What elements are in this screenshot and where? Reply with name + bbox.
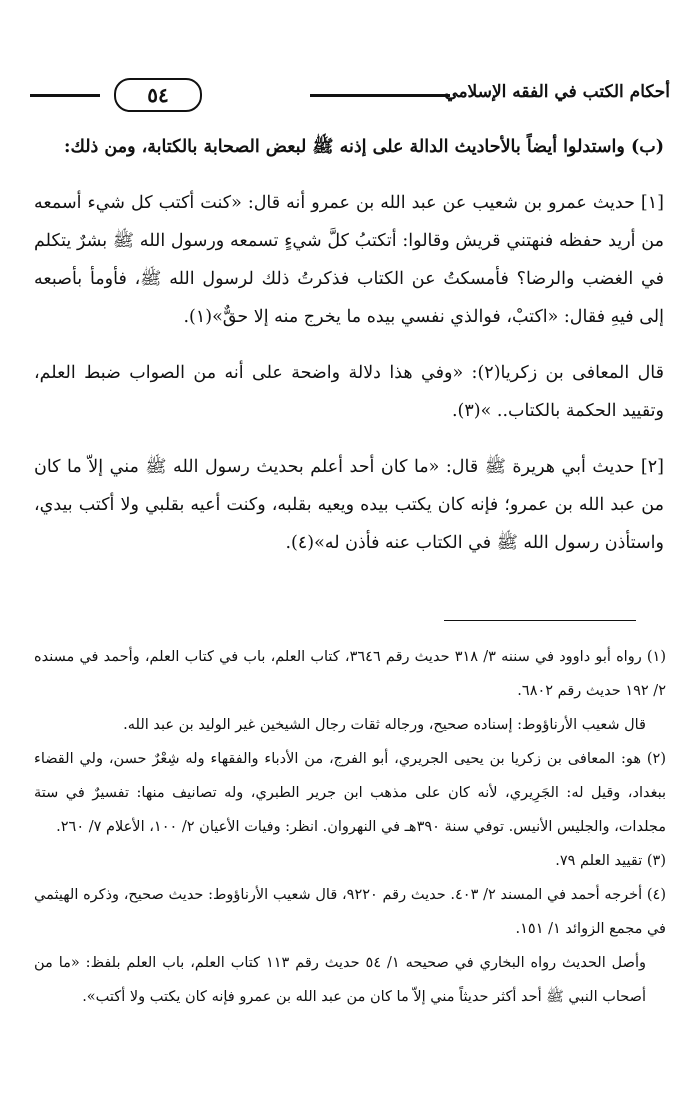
page-header: [30, 78, 670, 118]
footnotes: [34, 640, 666, 1014]
paragraph: قال المعافى بن زكريا(٢): «وفي هذا دلالة واضحة على أنه من الصواب ضبط العلم، وتقييد الحكمة بالكتاب.. »(٣).: [34, 363, 664, 421]
book-title: أحكام الكتب في الفقه الإسلامي: [444, 82, 670, 102]
main-text: [34, 128, 664, 580]
header-rule-left: [30, 94, 100, 97]
header-rule-right: [310, 94, 450, 97]
footnote: (٣) تقييد العلم ٧٩.: [555, 853, 666, 869]
page-number: ٥٤: [114, 78, 202, 112]
paragraph: [١] حديث عمرو بن شعيب عن عبد الله بن عمرو أنه قال: «كنت أكتب كل شيء أسمعه من أريد حفظه فنهتني قريش وقالوا: أتكتبُ كلَّ شيءٍ تسمعه ورسول الله ﷺ بشرٌ يتكلم في الغضب والرضا؟ فأمسكتُ عن الكتاب فذكرتُ ذلك لرسول الله ﷺ، فأومأ بأصبعه إلى فيهِ فقال: «اكتبْ، فوالذي نفسي بيده ما يخرج منه إلا حقٌّ»(١).: [34, 193, 664, 327]
footnote-continuation: قال شعيب الأرناؤوط: إسناده صحيح، ورجاله ثقات رجال الشيخين غير الوليد بن عبد الله.: [123, 717, 646, 733]
footnote: (٤) أخرجه أحمد في المسند ٢/ ٤٠٣. حديث رقم ٩٢٢٠، قال شعيب الأرناؤوط: حديث صحيح، وذكره الهيثمي في مجمع الزوائد ١/ ١٥١.: [34, 887, 666, 937]
footnote-continuation: وأصل الحديث رواه البخاري في صحيحه ١/ ٥٤ حديث رقم ١١٣ كتاب العلم، باب العلم بلفظ: «ما من أصحاب النبي ﷺ أحد أكثر حديثاً مني إلاّ ما كان من عبد الله بن عمرو فإنه كان يكتب ولا أكتب».: [34, 955, 646, 1005]
paragraph-heading: (ب) واستدلوا أيضاً بالأحاديث الدالة على إذنه ﷺ لبعض الصحابة بالكتابة، ومن ذلك:: [63, 137, 664, 157]
footnote-separator: [444, 620, 636, 621]
footnote: (١) رواه أبو داوود في سننه ٣/ ٣١٨ حديث رقم ٣٦٤٦، كتاب العلم، باب في كتاب العلم، وأحمد في مسنده ٢/ ١٩٢ حديث رقم ٦٨٠٢.: [34, 649, 667, 699]
paragraph: [٢] حديث أبي هريرة ﷺ قال: «ما كان أحد أعلم بحديث رسول الله ﷺ مني إلاّ ما كان من عبد الله بن عمرو؛ فإنه كان يكتب بيده ويعيه بقلبه، وكنت أعيه بقلبي ولا أكتب بيدي، واستأذن رسول الله ﷺ في الكتاب عنه فأذن له»(٤).: [34, 457, 664, 553]
footnote: (٢) هو: المعافى بن زكريا بن يحيى الجريري، أبو الفرج، من الأدباء والفقهاء وله شِعْرٌ حسن، ولي القضاء ببغداد، وقيل له: الجَرِيري، لأنه كان على مذهب ابن جرير الطبري، وله تصانيف منها: تفسيرٌ في ستة مجلدات، والجليس الأنيس. توفي سنة ٣٩٠هـ في النهروان. انظر: وفيات الأعيان ٢/ ١٠٠، الأعلام ٧/ ٢٦٠.: [34, 751, 666, 835]
